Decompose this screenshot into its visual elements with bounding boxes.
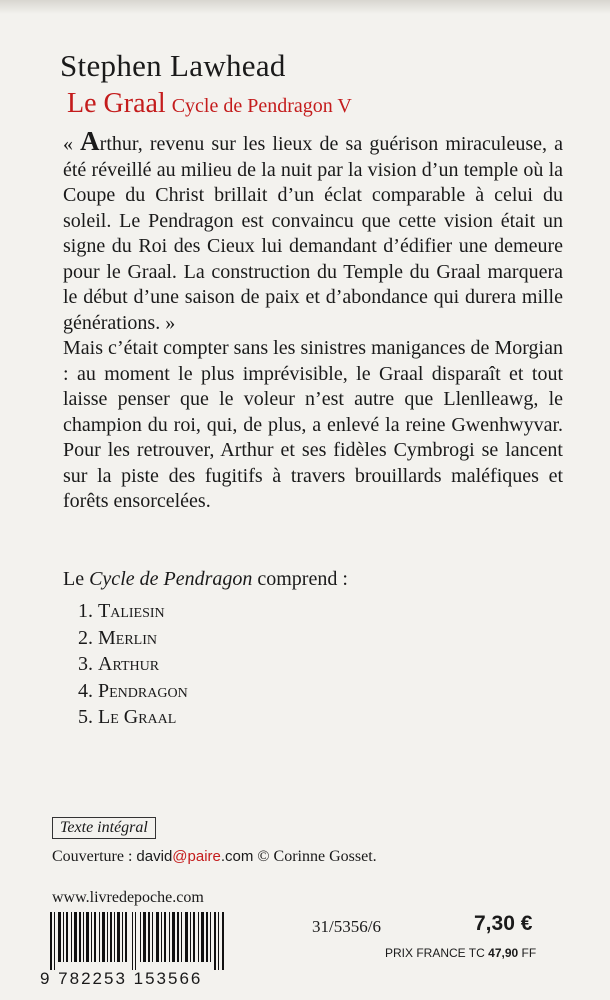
volume-name: Pendragon	[98, 679, 188, 702]
barcode	[48, 912, 226, 970]
series-intro-suffix: comprend :	[252, 568, 348, 590]
list-item	[78, 651, 188, 678]
cover-credit-david: david	[136, 848, 173, 865]
volume-list	[78, 598, 188, 731]
cover-credit-at: @	[172, 848, 188, 865]
volume-number: 3.	[78, 653, 93, 675]
price: 7,30 €	[474, 912, 533, 935]
volume-number: 5.	[78, 706, 93, 728]
cover-credit-label: Couverture :	[52, 848, 137, 865]
volume-number: 4.	[78, 679, 93, 702]
blurb-paragraph-2: Mais c’était compter sans les sinistres manigances de Morgian : au moment le plus imprévisible, le Graal disparaît et tout laisse penser que le voleur n’est autre que Llenlleawg, le champion du roi, qui, de plus, a enlevé la reine Gwenhwyvar. Pour les retrouver, Arthur et ses fidèles Cymbrogi se lancent sur la piste des fugitifs à travers brouillards maléfiques et forêts ensorcelées.	[63, 337, 563, 512]
price-ff-value: 47,90	[488, 946, 519, 960]
volume-name: Le Graal	[98, 706, 177, 728]
texte-integral-badge: Texte intégral	[52, 817, 156, 839]
series-intro-italic: Cycle de Pendragon	[89, 568, 253, 590]
list-item	[78, 598, 188, 625]
catalog-code: 31/5356/6	[312, 917, 381, 936]
volume-name: Taliesin	[98, 600, 165, 622]
cover-credit-photographer: © Corinne Gosset.	[253, 848, 377, 865]
price-france-label: PRIX FRANCE TC	[385, 946, 485, 960]
series-label: Cycle de Pendragon V	[171, 95, 352, 117]
blurb	[63, 126, 564, 515]
drop-cap: A	[80, 126, 100, 156]
price-france	[385, 946, 536, 960]
series-intro-prefix: Le	[63, 568, 90, 590]
blurb-paragraph-1-text: rthur, revenu sur les lieux de sa guérison miraculeuse, a été réveillé au milieu de la nuit par la vision d’un temple où la Coupe du Christ brillait d’un éclat comparable à celui du soleil. Le Pendragon est convaincu que cette vision était un signe du Roi des Cieux lui demandant d’édifier une demeure pour le Graal. La construction du Temple du Graal marquera le début d’une saison de paix et d’abondance qui durera mille générations. »	[63, 133, 564, 334]
quote-open: «	[63, 133, 81, 155]
volume-number: 2.	[78, 626, 93, 649]
series-intro	[63, 568, 348, 591]
barcode-digits: 9 782253 153566	[40, 969, 203, 988]
title-line	[67, 88, 352, 120]
price-ff-unit: FF	[521, 946, 537, 960]
list-item	[78, 678, 188, 705]
author-name: Stephen Lawhead	[60, 48, 286, 83]
volume-name: Arthur	[98, 653, 160, 675]
volume-name: Merlin	[98, 626, 157, 649]
list-item	[78, 625, 188, 652]
cover-top-edge	[0, 0, 610, 14]
list-item	[78, 704, 188, 731]
website-link[interactable]: www.livredepoche.com	[52, 889, 204, 906]
book-title: Le Graal	[67, 88, 166, 119]
cover-credit-paire: paire	[187, 848, 221, 865]
cover-credit-com: .com	[220, 848, 254, 865]
blurb-paragraph-1	[63, 126, 564, 336]
cover-credit	[52, 848, 377, 866]
volume-number: 1.	[78, 600, 93, 622]
